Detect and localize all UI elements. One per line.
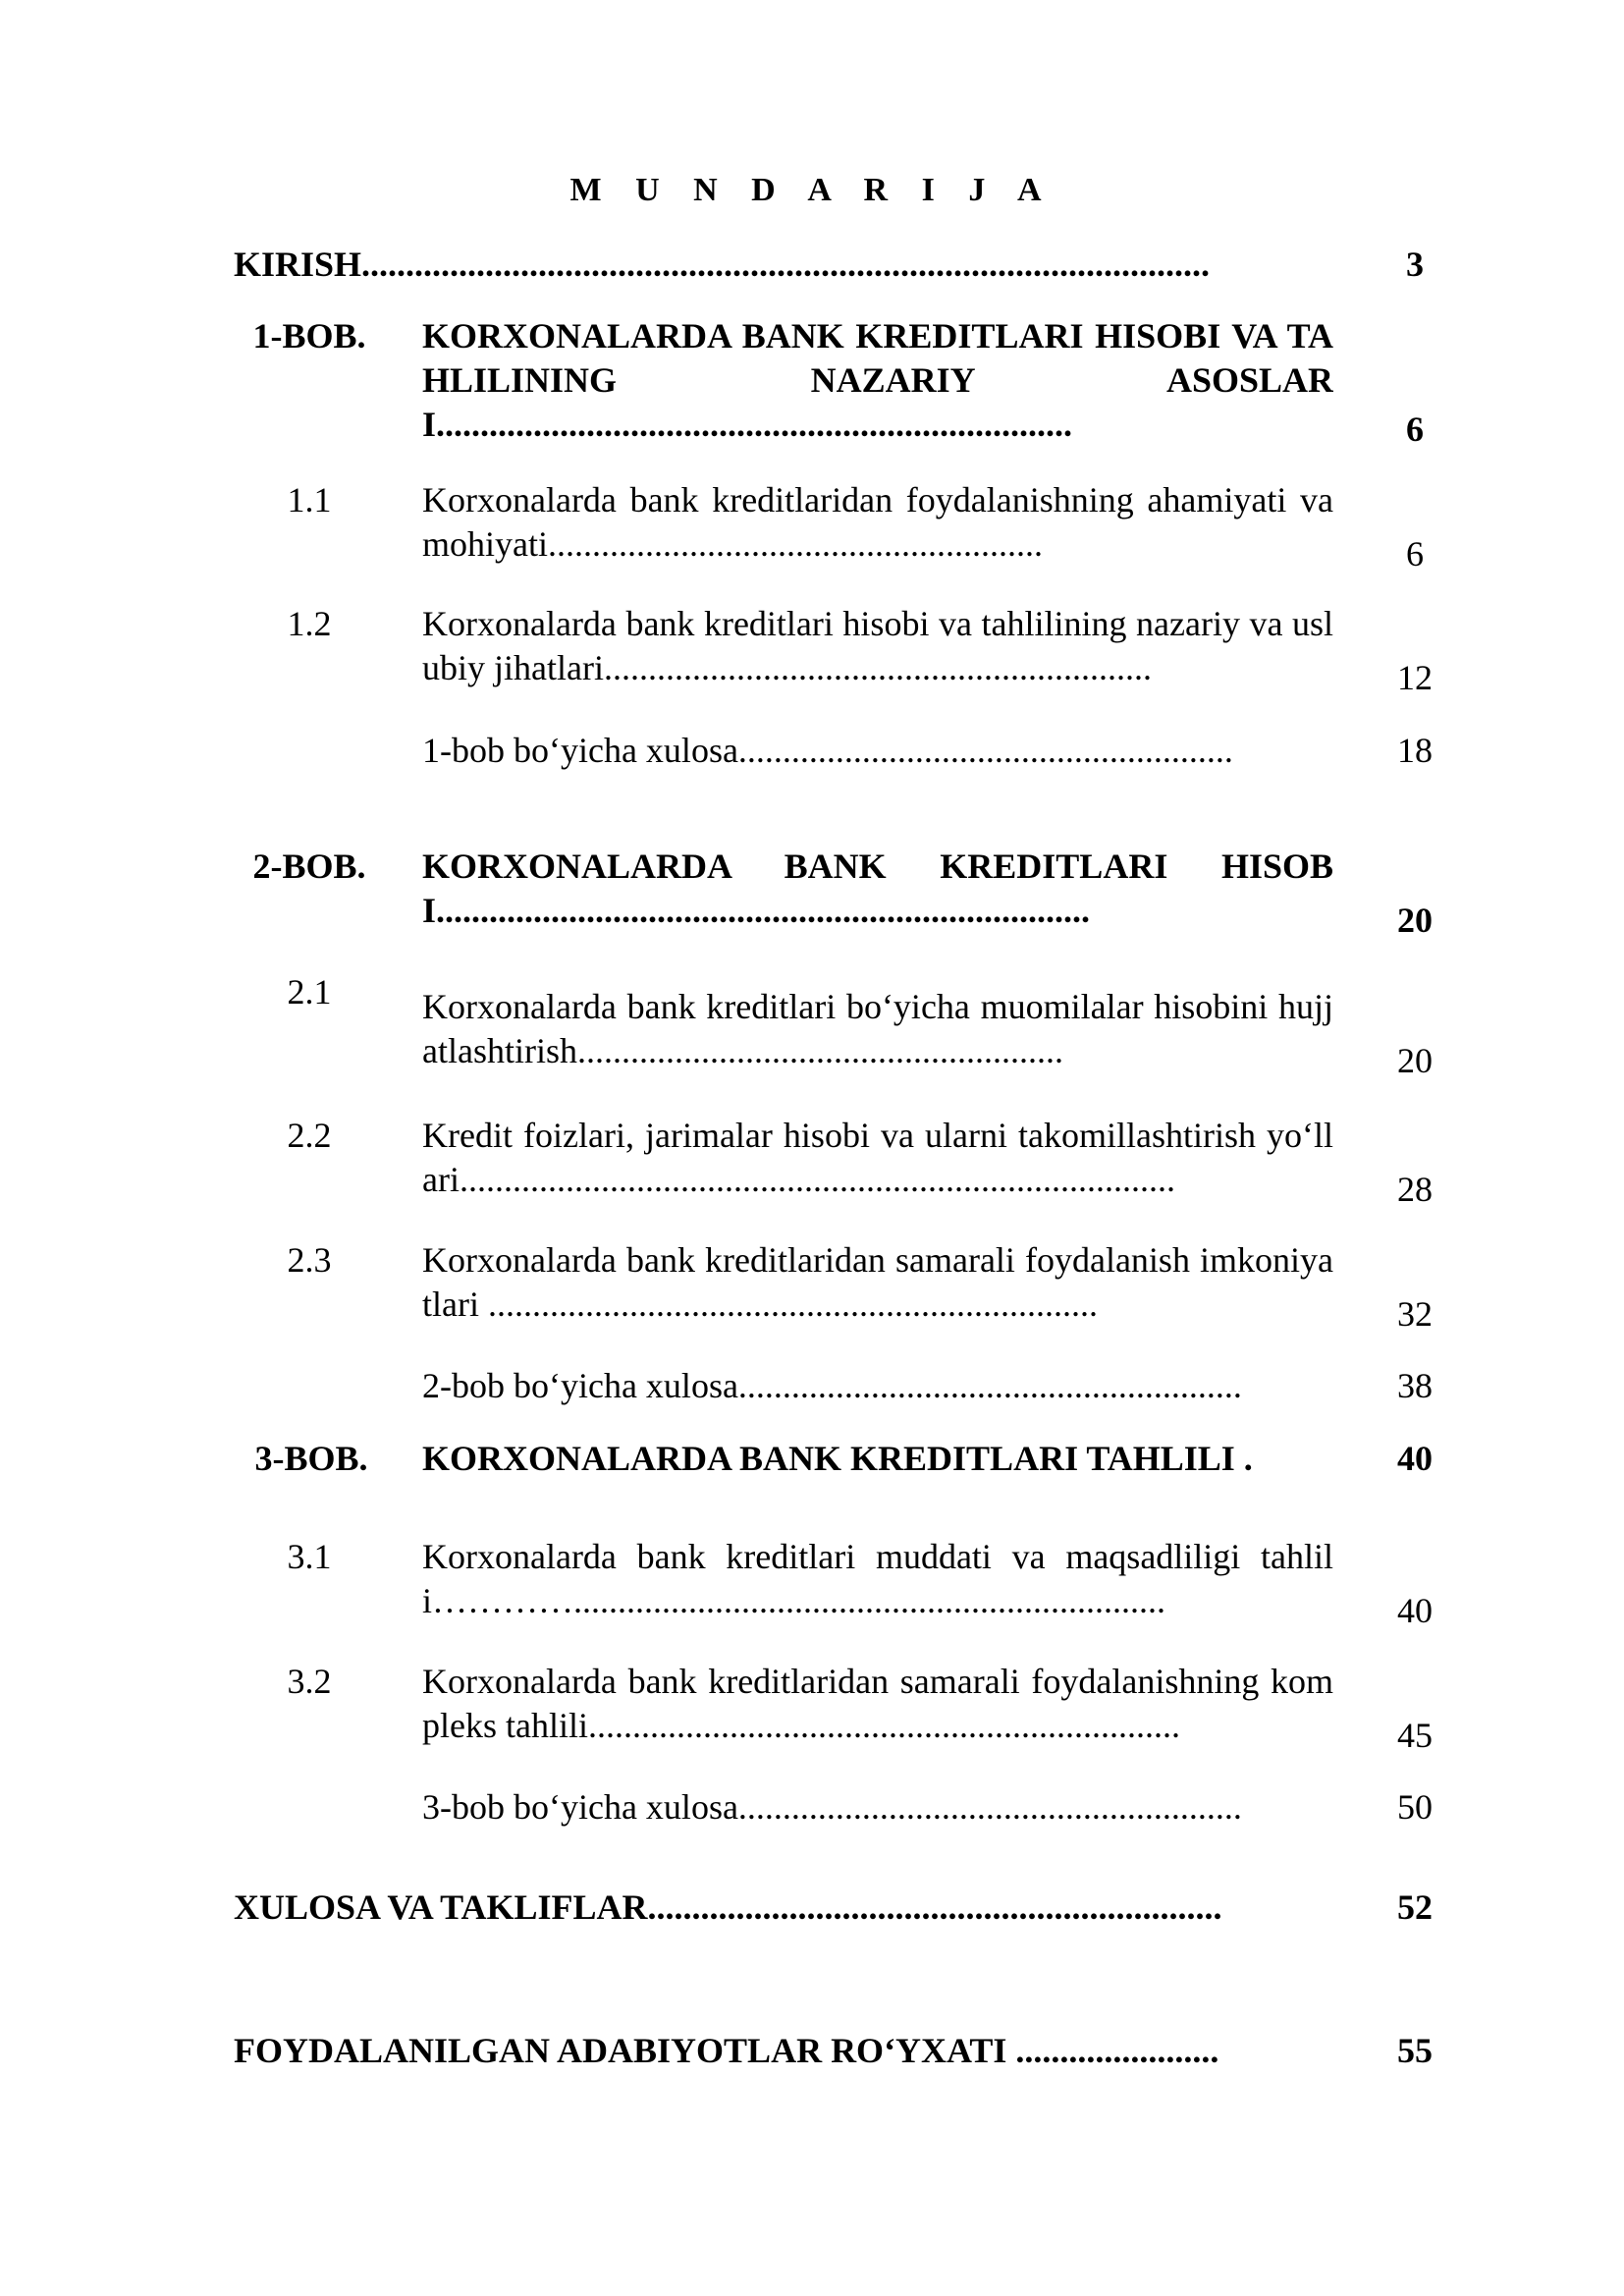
toc-entry-xulosa-va-takliflar[interactable] — [0, 1886, 1624, 1930]
toc-entry-conclusion-2[interactable] — [0, 1364, 1624, 1408]
toc-entry-number: 1.2 — [287, 604, 332, 643]
toc-entry-number: 2.3 — [287, 1240, 332, 1280]
toc-entry-page: 3 — [1406, 245, 1424, 284]
toc-entry-text: 1-bob bo‘yicha xulosa........................................................ — [422, 731, 1233, 770]
toc-entry-text: KORXONALARDA BANK KREDITLARI TAHLILI . — [422, 1439, 1253, 1478]
toc-entry-text: FOYDALANILGAN ADABIYOTLAR RO‘YXATI ....................... — [234, 2031, 1219, 2070]
toc-entry-number: 2.2 — [287, 1116, 332, 1155]
toc-entry-page: 6 — [1406, 534, 1424, 574]
toc-entry-page: 55 — [1397, 2031, 1433, 2070]
toc-entry-page: 6 — [1406, 410, 1424, 449]
toc-entry-chapter-2[interactable] — [0, 845, 1624, 943]
toc-entry-page: 52 — [1397, 1887, 1433, 1927]
toc-entry-section-1-1[interactable] — [0, 478, 1624, 572]
toc-entry-number: 3-BOB. — [254, 1439, 368, 1478]
toc-entry-text: KORXONALARDA BANK KREDITLARI HISOBI.......................................................................... — [422, 847, 1333, 930]
toc-entry-number: 3.2 — [287, 1662, 332, 1701]
toc-entry-text: 3-bob bo‘yicha xulosa......................................................... — [422, 1787, 1242, 1827]
toc-entry-text: Korxonalarda bank kreditlari hisobi va tahlilining nazariy va uslubiy jihatlari.............................................................. — [422, 604, 1333, 687]
toc-entry-number: 3.1 — [287, 1537, 332, 1576]
page-title: M U N D A R I J A — [569, 172, 1055, 208]
toc-entry-adabiyotlar[interactable] — [0, 2029, 1624, 2073]
toc-entry-page: 38 — [1397, 1366, 1433, 1405]
toc-entry-page: 32 — [1397, 1294, 1433, 1334]
toc-entry-page: 18 — [1397, 731, 1433, 770]
toc-entry-text: Korxonalarda bank kreditlaridan foydalanishning ahamiyati va mohiyati........................................................ — [422, 480, 1333, 564]
toc-entry-text: 2-bob bo‘yicha xulosa......................................................... — [422, 1366, 1242, 1405]
toc-entry-number: 2-BOB. — [252, 847, 366, 886]
toc-entry-text: Korxonalarda bank kreditlari bo‘yicha muomilalar hisobini hujjatlashtirish....................................................... — [422, 987, 1333, 1070]
toc-entry-text: Korxonalarda bank kreditlari muddati va maqsadliligi tahlili…………................................................................... — [422, 1537, 1333, 1620]
toc-entry-section-2-3[interactable] — [0, 1238, 1624, 1332]
toc-entry-page: 40 — [1397, 1439, 1433, 1478]
toc-entry-page: 12 — [1397, 658, 1433, 697]
toc-entry-text: Kredit foizlari, jarimalar hisobi va ularni takomillashtirish yo‘llari................................................................................. — [422, 1116, 1333, 1199]
toc-entry-text: KIRISH................................................................................................ — [234, 245, 1211, 284]
toc-entry-chapter-3[interactable] — [0, 1437, 1624, 1481]
toc-entry-number: 1-BOB. — [252, 316, 366, 355]
toc-entry-text: Korxonalarda bank kreditlaridan samarali foydalanishning kompleks tahlili................................................................... — [422, 1662, 1333, 1745]
toc-entry-page: 45 — [1397, 1716, 1433, 1755]
toc-entry-section-2-2[interactable] — [0, 1114, 1624, 1207]
toc-entry-section-2-1[interactable] — [0, 970, 1624, 1088]
toc-entry-page: 28 — [1397, 1170, 1433, 1209]
toc-entry-text: Korxonalarda bank kreditlaridan samarali foydalanish imkoniyatlari ..................................................................... — [422, 1240, 1333, 1324]
toc-entry-conclusion-1[interactable] — [0, 729, 1624, 773]
toc-entry-page: 50 — [1397, 1787, 1433, 1827]
toc-entry-chapter-1[interactable] — [0, 314, 1624, 452]
toc-entry-section-3-2[interactable] — [0, 1660, 1624, 1753]
toc-entry-text: KORXONALARDA BANK KREDITLARI HISOBI VA TAHLILINING NAZARIY ASOSLARI........................................................................ — [422, 316, 1333, 444]
toc-entry-number: 1.1 — [287, 480, 332, 519]
toc-entry-kirish[interactable] — [0, 243, 1624, 287]
toc-entry-page: 40 — [1397, 1591, 1433, 1630]
toc-entry-page: 20 — [1397, 1041, 1433, 1080]
toc-entry-page: 20 — [1397, 901, 1433, 940]
toc-entry-section-1-2[interactable] — [0, 602, 1624, 695]
toc-entry-conclusion-3[interactable] — [0, 1785, 1624, 1830]
toc-entry-text: XULOSA VA TAKLIFLAR................................................................. — [234, 1887, 1222, 1927]
toc-entry-number: 2.1 — [287, 972, 332, 1011]
toc-entry-section-3-1[interactable] — [0, 1535, 1624, 1628]
